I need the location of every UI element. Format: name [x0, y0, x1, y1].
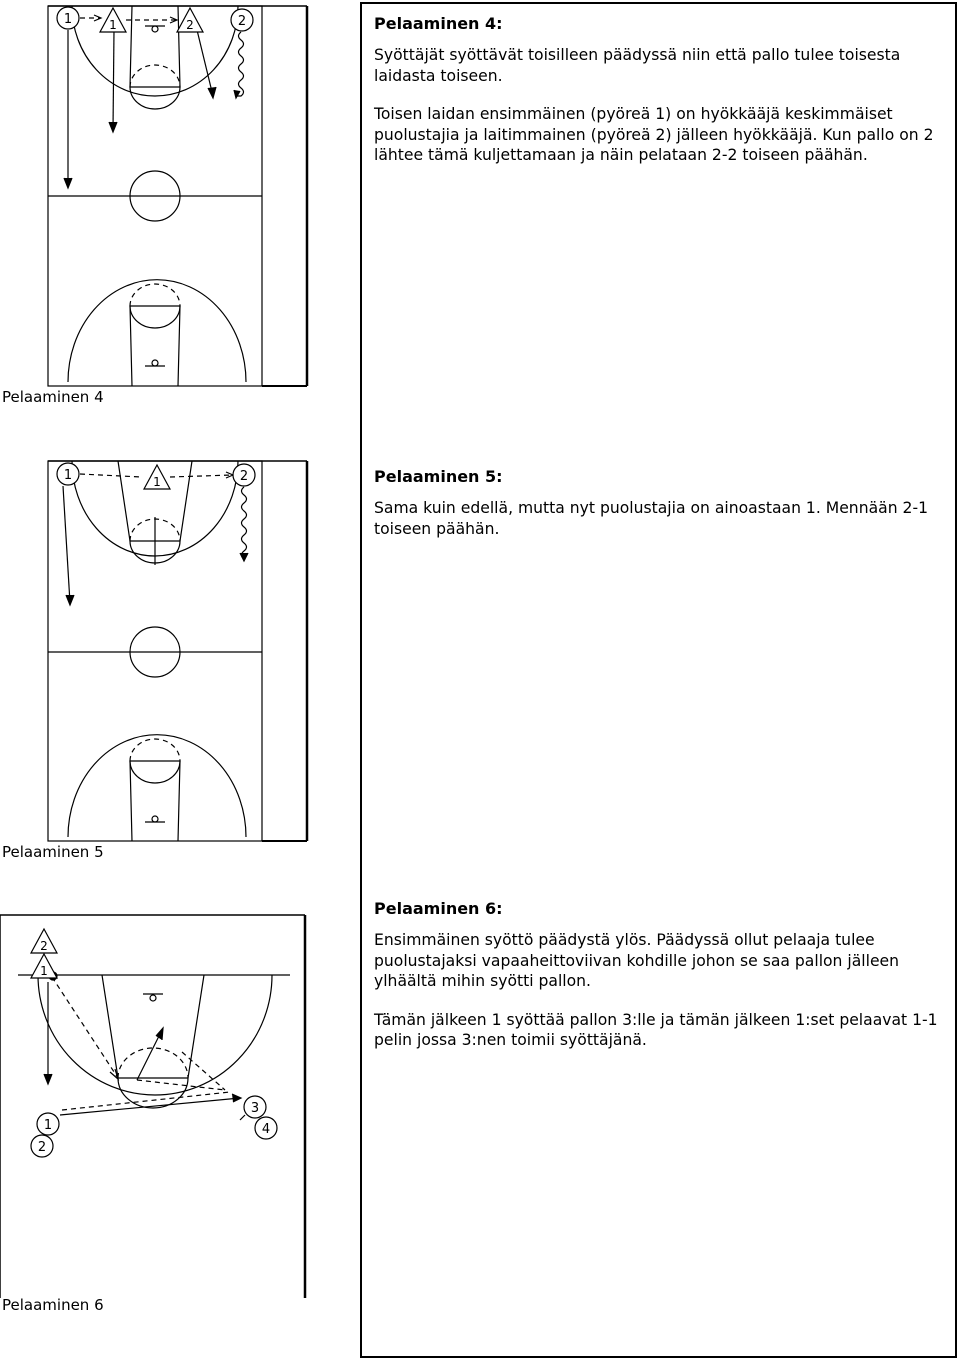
player-2-label: 2 [239, 469, 249, 484]
instructions-panel [360, 2, 957, 1358]
drill4-title: Pelaaminen 4: [374, 14, 503, 33]
drill5-paragraph-1: Sama kuin edellä, mutta nyt puolustajia on ainoastaan 1. Mennään 2-1 toiseen päähän. [374, 499, 928, 538]
drill6-title: Pelaaminen 6: [374, 899, 503, 918]
drill4-paragraph-1: Syöttäjät syöttävät toisilleen päädyssä niin että pallo tulee toisesta laidasta toiseen. [374, 46, 901, 85]
drill6-court-diagram [0, 910, 310, 1302]
defender-1-label: 1 [153, 475, 161, 489]
player-4-label: 4 [261, 1122, 271, 1137]
drill4-paragraph-2: Toisen laidan ensimmäinen (pyöreä 1) on hyökkääjä keskimmäiset puolustajia ja laitimmainen (pyöreä 2) jälleen hyökkääjä. Kun pallo on 2 lähtee tämä kuljettamaan ja näin pelataan 2-2 toiseen päähän. [374, 105, 934, 164]
drill4-court-diagram [0, 0, 310, 390]
drill5-title: Pelaaminen 5: [374, 467, 503, 486]
drill6-caption: Pelaaminen 6 [2, 1296, 104, 1314]
player-2-label: 2 [237, 14, 247, 29]
drill6-paragraph-2: Tämän jälkeen 1 syöttää pallon 3:lle ja tämän jälkeen 1:set pelaavat 1-1 pelin jossa 3:nen toimii syöttäjänä. [374, 1010, 938, 1049]
player-1-label: 1 [43, 1118, 53, 1133]
player-3-label: 3 [250, 1101, 260, 1116]
player-1-label: 1 [63, 12, 73, 27]
drill6-paragraph-1: Ensimmäinen syöttö päädystä ylös. Päädyssä ollut pelaaja tulee puolustajaksi vapaaheittoviivan kohdille johon se saa pallon jälleen ylhäältä mihin syötti pallon. [374, 931, 900, 990]
defender-2-label: 2 [40, 939, 48, 953]
drill5-court-diagram [0, 455, 310, 845]
drill5-section [374, 467, 945, 557]
drill6-section [374, 899, 945, 1069]
defender-1-label: 1 [109, 18, 117, 32]
defender-1-label: 1 [40, 964, 48, 978]
drill4-caption: Pelaaminen 4 [2, 388, 104, 406]
drill4-section [374, 14, 945, 184]
drill5-caption: Pelaaminen 5 [2, 843, 104, 861]
player-1-label: 1 [63, 468, 73, 483]
player-2-label: 2 [37, 1140, 47, 1155]
defender-2-label: 2 [186, 18, 194, 32]
